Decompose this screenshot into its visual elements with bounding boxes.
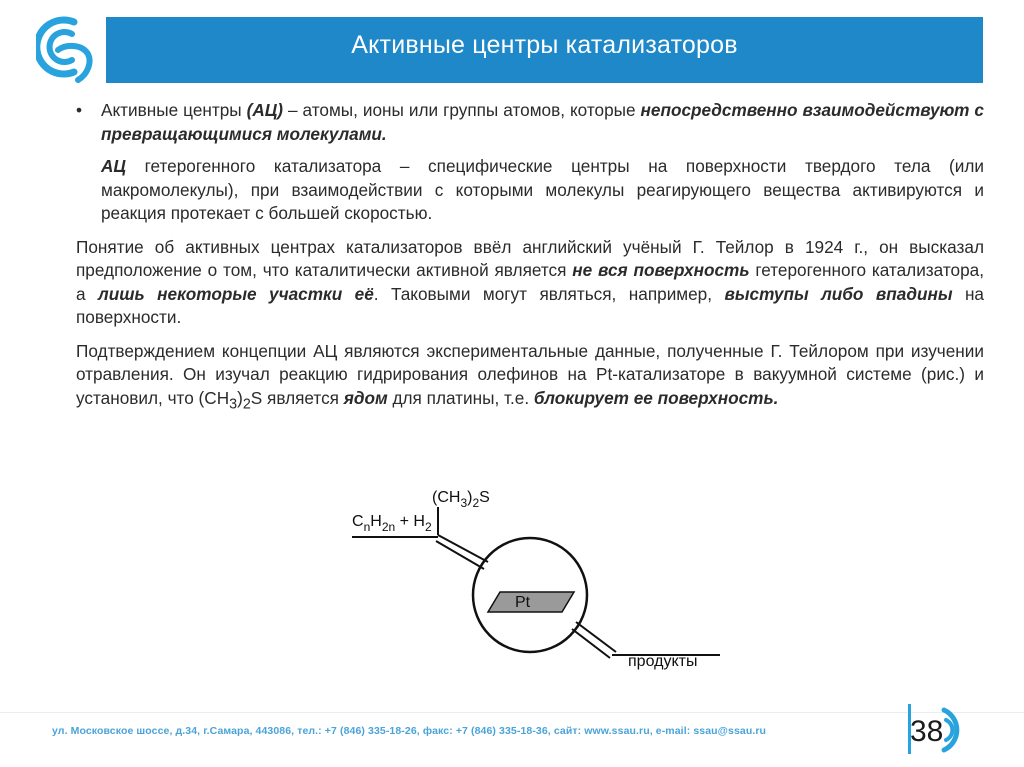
heterogeneous-paragraph [76,155,984,226]
text-run: Активные центры [101,100,247,120]
bullet-icon: • [76,100,83,120]
footer-address: ул. Московское шоссе, д.34, г.Самара, 443086, тел.: +7 (846) 335-18-26, факс: +7 (846) 335-18-36, сайт: www.ssau.ru, e-mail: ssau@ssau.ru [52,725,767,737]
text-run: . Таковыми могут являться, например, [373,283,725,304]
emphasis-run: непосредственно взаимодействуют с превращающимися молекулами. [101,100,984,144]
slide-title: Активные центры катализаторов [351,31,738,59]
emphasis-run: АЦ [101,156,126,176]
text-run: ) [237,387,243,408]
text-run: гетерогенного катализатора, а [76,260,984,304]
page-number: 38 [910,715,944,748]
emphasis-run: не вся поверхность [572,260,750,280]
emphasis-run: блокирует ее поверхность. [533,387,779,408]
taylor-concept-paragraph [76,236,984,330]
text-run: S является [250,387,344,408]
text-run: Понятие об активных центрах катализаторов ввёл английский учёный Г. Тейлор в 1924 г., он высказал предположение о том, что каталитически активной является [76,236,984,280]
products-label: продукты [628,653,698,670]
poisoning-paragraph [76,340,984,417]
inlet-tube-upper [438,535,488,562]
catalyst-label: Pt [515,594,531,611]
definition-paragraph [101,99,984,146]
pt-catalyst-plate [488,592,574,612]
poison-label: $(CH_3)_2S$ [432,489,490,510]
header-bar [106,17,983,83]
subscript: 2 [242,395,251,412]
emphasis-run: выступы либо впадины [724,283,953,304]
emphasis-run: ядом [343,387,388,408]
reactants-label: $C_nH_{2n} + H_2$ [352,513,432,534]
text-run: – атомы, ионы или группы атомов, которые [283,100,641,120]
text-run: для платины, т.е. [387,387,534,408]
emphasis-run: лишь некоторые участки её [98,283,374,304]
footer-divider [0,712,1024,713]
vacuum-system-diagram [340,480,730,680]
bullet-item [76,99,984,146]
page-number-box [906,700,966,760]
subscript: 3 [229,395,238,412]
text-run: гетерогенного катализатора – специфические центры на поверхности твердого тела (или макромолекулы), при взаимодействии с которыми молекулы реагирующего вещества активируются и реакция протекает с большей скоростью. [101,156,984,223]
emphasis-run: (АЦ) [246,100,284,120]
university-logo-icon [36,14,98,86]
text-run: Подтверждением концепции АЦ являются экспериментальные данные, полученные Г. Тейлором при изучении отравления. Он изучал реакцию гидрирования олефинов на Pt-катализаторе в вакуумной системе (рис.) и установил, что (CH [76,340,984,408]
slide-content [76,99,984,416]
text-run: на поверхности. [76,283,984,327]
